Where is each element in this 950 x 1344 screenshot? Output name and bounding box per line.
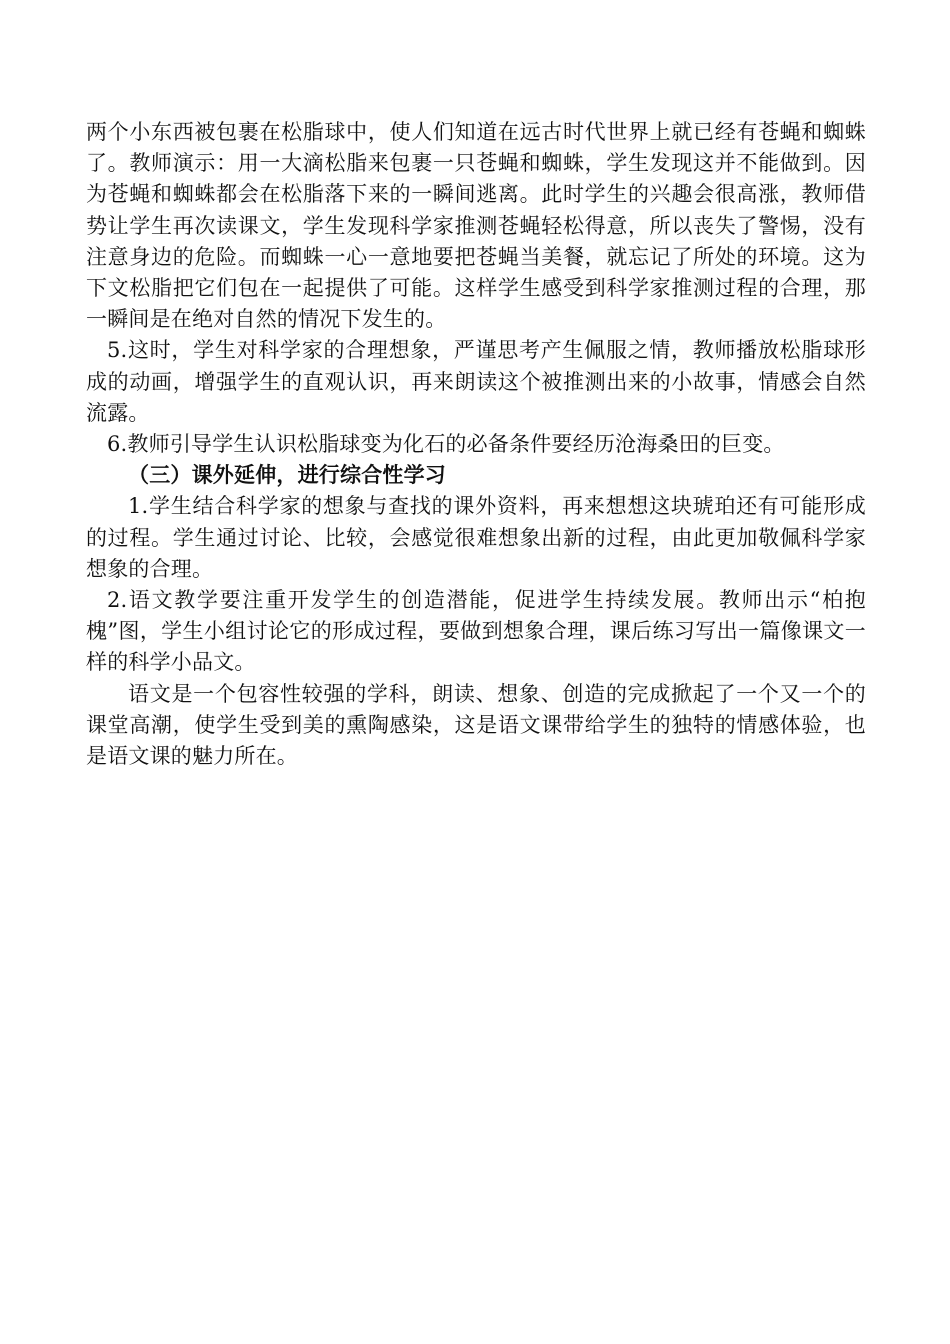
paragraph-step-5: 5.这时，学生对科学家的合理想象，严谨思考产生佩服之情，教师播放松脂球形成的动画，增强学生的直观认识，再来朗读这个被推测出来的小故事，情感会自然流露。 [86,338,866,425]
section-heading-extension: （三）课外延伸，进行综合性学习 [128,463,446,488]
paragraph-step-6: 6.教师引导学生认识松脂球变为化石的必备条件要经历沧海桑田的巨变。 [107,432,785,457]
paragraph-amber-demo: 两个小东西被包裹在松脂球中，使人们知道在远古时代世界上就已经有苍蝇和蜘蛛了。教师演示：用一大滴松脂来包裹一只苍蝇和蜘蛛，学生发现这并不能做到。因为苍蝇和蜘蛛都会在松脂落下来的一瞬间逃离。此时学生的兴趣会很高涨，教师借势让学生再次读课文，学生发现科学家推测苍蝇轻松得意，所以丧失了警惕，没有注意身边的危险。而蜘蛛一心一意地要把苍蝇当美餐，就忘记了所处的环境。这为下文松脂把它们包在一起提供了可能。这样学生感受到科学家推测过程的合理，那一瞬间是在绝对自然的情况下发生的。 [86,120,866,332]
paragraph-extension-2: 2.语文教学要注重开发学生的创造潜能，促进学生持续发展。教师出示“柏抱槐”图，学生小组讨论它的形成过程，要做到想象合理，课后练习写出一篇像课文一样的科学小品文。 [86,588,866,675]
paragraph-extension-1: 1.学生结合科学家的想象与查找的课外资料，再来想想这块琥珀还有可能形成的过程。学生通过讨论、比较，会感觉很难想象出新的过程，由此更加敬佩科学家想象的合理。 [86,494,866,581]
paragraph-conclusion: 语文是一个包容性较强的学科，朗读、想象、创造的完成掀起了一个又一个的课堂高潮，使学生受到美的熏陶感染，这是语文课带给学生的独特的情感体验，也是语文课的魅力所在。 [86,681,866,769]
document-page [86,117,866,772]
